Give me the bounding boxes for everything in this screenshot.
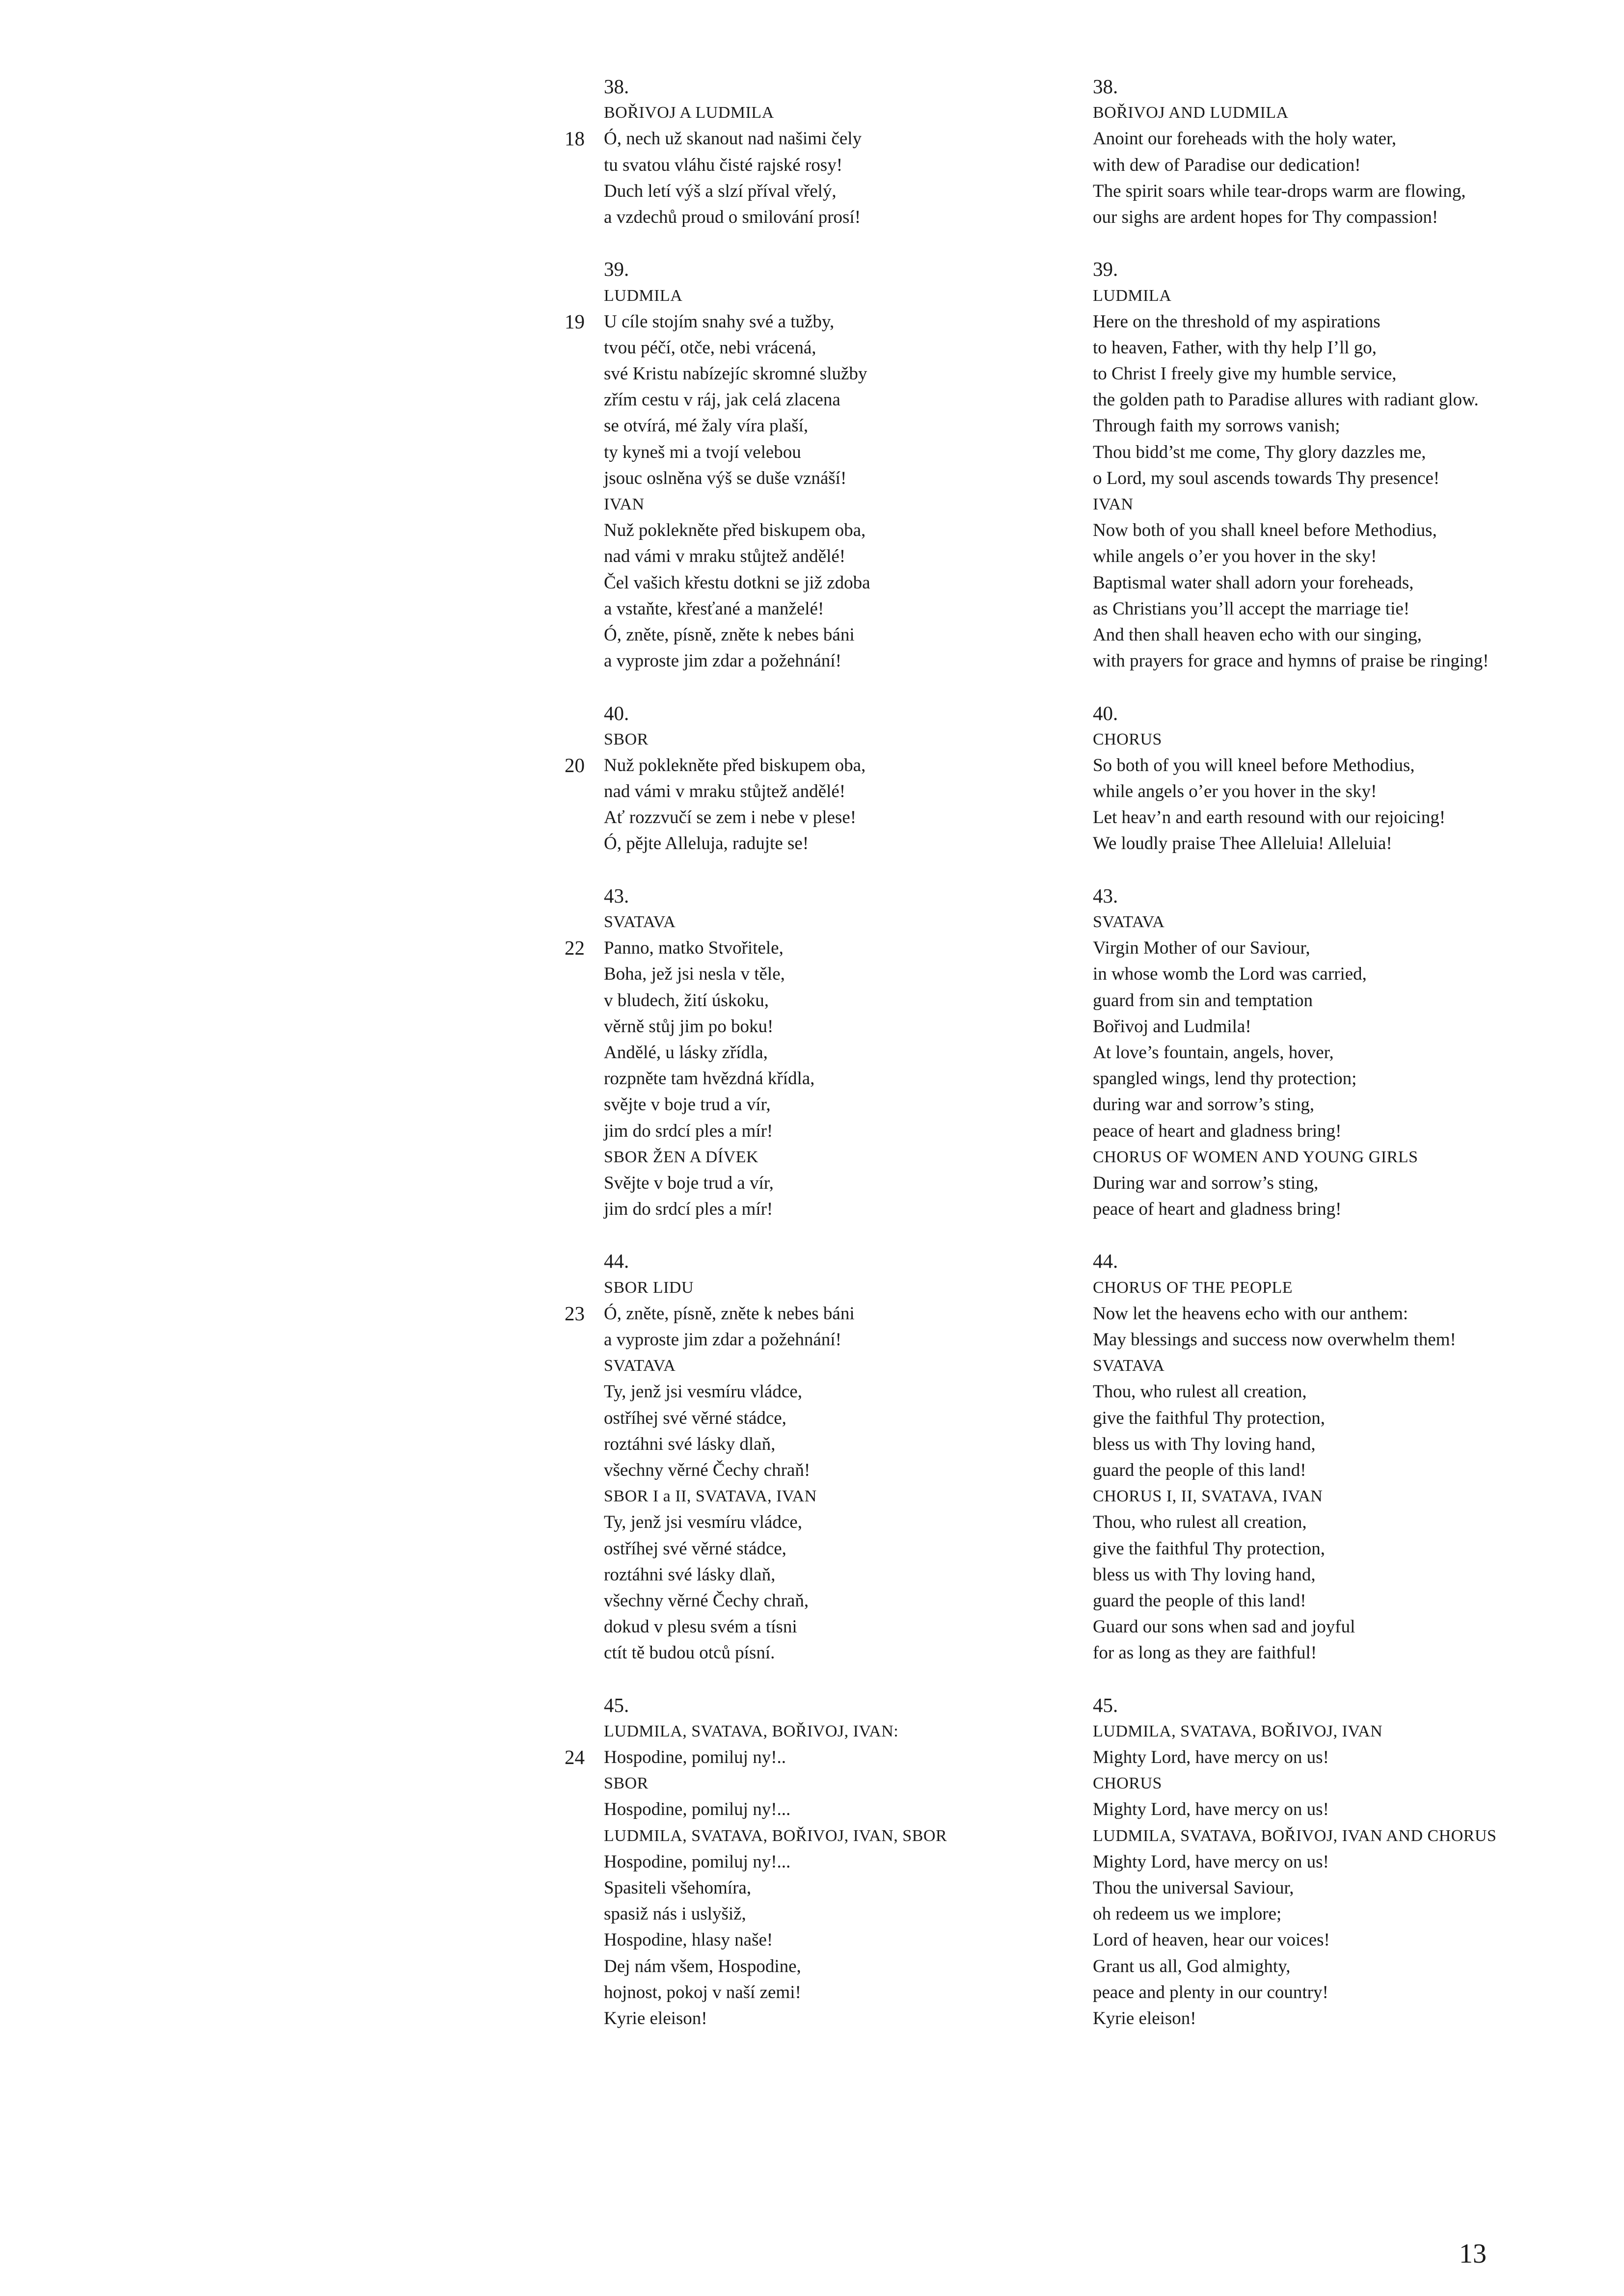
line-text: give the faithful Thy protection,: [1093, 1408, 1325, 1428]
speaker-label: [1093, 1483, 1584, 1509]
line-text: Ať rozzvučí se zem i nebe v plese!: [604, 807, 857, 828]
line-text: Duch letí výš a slzí příval vřelý,: [604, 181, 837, 201]
lyric-line: [1093, 413, 1584, 439]
line-text: 43.: [604, 884, 629, 907]
line-text: guard the people of this land!: [1093, 1590, 1306, 1611]
line-text: Ó, zněte, písně, zněte k nebes báni: [604, 1303, 855, 1324]
line-text: zřím cestu v ráj, jak celá zlacena: [604, 390, 840, 410]
lyric-line: [1093, 1014, 1584, 1040]
lyric-line: [565, 1301, 1095, 1327]
lyric-line: [604, 596, 1095, 622]
line-text: ostříhej své věrné stádce,: [604, 1538, 786, 1559]
speaker-label: [604, 100, 1095, 126]
stanza-spacer: [1093, 674, 1584, 700]
line-text: spangled wings, lend thy protection;: [1093, 1068, 1357, 1089]
lyric-line: [604, 1796, 1095, 1822]
line-text: dokud v plesu svém a tísni: [604, 1617, 797, 1637]
line-text: Boha, jež jsi nesla v těle,: [604, 964, 785, 985]
line-text: v bludech, žití úskoku,: [604, 990, 769, 1011]
lyric-line: [1093, 465, 1584, 491]
lyric-line: [604, 1170, 1095, 1196]
speaker-label: [604, 1275, 1095, 1301]
speaker-label: [604, 491, 1095, 517]
track-number: 24: [565, 1746, 585, 1768]
line-text: We loudly praise Thee Alleluia! Alleluia!: [1093, 833, 1392, 854]
lyric-line: [604, 1979, 1095, 2005]
lyric-line: [604, 1849, 1095, 1875]
line-text: o Lord, my soul ascends towards Thy presence!: [1093, 468, 1440, 488]
lyric-line: [604, 1536, 1095, 1562]
lyric-line: [1093, 439, 1584, 465]
line-text: Now both of you shall kneel before Methodius,: [1093, 520, 1437, 541]
lyric-line: [604, 517, 1095, 543]
lyric-line: [1093, 1040, 1584, 1066]
speaker-label: [1093, 1823, 1584, 1849]
line-text: during war and sorrow’s sting,: [1093, 1095, 1315, 1115]
lyric-line: [604, 335, 1095, 361]
lyric-line: [1093, 1092, 1584, 1118]
lyric-line: [604, 1457, 1095, 1483]
line-text: Andělé, u lásky zřídla,: [604, 1042, 768, 1063]
lyric-line: [1093, 387, 1584, 413]
lyric-line: [1093, 1301, 1584, 1327]
line-text: LUDMILA, SVATAVA, BOŘIVOJ, IVAN AND CHORUS: [1093, 1826, 1497, 1845]
lyric-line: [1093, 596, 1584, 622]
line-text: peace of heart and gladness bring!: [1093, 1121, 1342, 1141]
line-text: At love’s fountain, angels, hover,: [1093, 1042, 1334, 1063]
lyric-line: [604, 1118, 1095, 1144]
lyric-line: [1093, 126, 1584, 152]
line-text: spasiž nás i uslyšiž,: [604, 1904, 746, 1924]
line-text: CHORUS I, II, SVATAVA, IVAN: [1093, 1487, 1323, 1506]
lyric-line: [1093, 2005, 1584, 2031]
line-text: bless us with Thy loving hand,: [1093, 1564, 1316, 1585]
lyric-line: [604, 1196, 1095, 1222]
line-text: Thou, who rulest all creation,: [1093, 1512, 1307, 1533]
line-text: Anoint our foreheads with the holy water,: [1093, 129, 1397, 149]
line-text: Svějte v boje trud a vír,: [604, 1173, 774, 1193]
lyric-line: [604, 465, 1095, 491]
speaker-label: [604, 1353, 1095, 1379]
lyric-line: [1093, 1979, 1584, 2005]
lyric-line: [604, 1014, 1095, 1040]
lyric-line: [604, 1927, 1095, 1953]
line-text: SBOR: [604, 1774, 649, 1793]
english-text-column: [1093, 74, 1584, 2031]
line-text: svějte v boje trud a vír,: [604, 1095, 771, 1115]
lyric-line: [604, 1588, 1095, 1614]
lyric-line: [604, 543, 1095, 569]
track-number: 20: [565, 753, 585, 776]
lyric-line: [1093, 1796, 1584, 1822]
lyric-line: [1093, 1875, 1584, 1901]
lyric-line: [604, 1901, 1095, 1927]
line-text: SVATAVA: [1093, 1357, 1165, 1375]
line-text: nad vámi v mraku stůjtež andělé!: [604, 546, 846, 567]
stanza-spacer: [604, 1222, 1095, 1248]
line-text: And then shall heaven echo with our singing,: [1093, 624, 1422, 645]
line-text: Ó, zněte, písně, zněte k nebes báni: [604, 624, 855, 645]
line-text: hojnost, pokoj v naší zemi!: [604, 1982, 801, 2002]
line-text: Kyrie eleison!: [1093, 2008, 1196, 2029]
line-text: LUDMILA: [1093, 286, 1172, 305]
line-text: tu svatou vláhu čisté rajské rosy!: [604, 155, 843, 175]
lyric-line: [1093, 361, 1584, 387]
line-text: Hospodine, pomiluj ny!..: [604, 1747, 786, 1767]
line-text: 45.: [1093, 1693, 1118, 1716]
section-number: [604, 1692, 1095, 1718]
line-text: CHORUS: [1093, 1774, 1162, 1793]
speaker-label: [1093, 1144, 1584, 1170]
section-number: [604, 256, 1095, 282]
lyric-line: [565, 935, 1095, 961]
lyric-line: [1093, 1588, 1584, 1614]
lyric-line: [604, 1040, 1095, 1066]
line-text: Spasiteli všehomíra,: [604, 1877, 752, 1898]
line-text: Let heav’n and earth resound with our rejoicing!: [1093, 807, 1446, 828]
line-text: IVAN: [1093, 495, 1134, 513]
lyric-line: [604, 1092, 1095, 1118]
lyric-line: [1093, 1744, 1584, 1770]
line-text: SBOR ŽEN A DÍVEK: [604, 1148, 758, 1166]
lyric-line: [1093, 935, 1584, 961]
line-text: Thou the universal Saviour,: [1093, 1877, 1294, 1898]
line-text: všechny věrné Čechy chraň!: [604, 1460, 811, 1480]
line-text: roztáhni své lásky dlaň,: [604, 1564, 776, 1585]
line-text: to heaven, Father, with thy help I’ll go,: [1093, 337, 1377, 358]
section-number: [1093, 256, 1584, 282]
lyric-line: [1093, 1640, 1584, 1666]
speaker-label: [604, 1718, 1095, 1744]
speaker-label: [604, 1483, 1095, 1509]
line-text: with dew of Paradise our dedication!: [1093, 155, 1361, 175]
line-text: 44.: [1093, 1250, 1118, 1273]
lyric-line: [1093, 961, 1584, 987]
line-text: Ty, jenž jsi vesmíru vládce,: [604, 1382, 802, 1402]
line-text: Baptismal water shall adorn your foreheads,: [1093, 572, 1414, 593]
lyric-line: [1093, 1509, 1584, 1535]
line-text: with prayers for grace and hymns of praise be ringing!: [1093, 651, 1489, 671]
lyric-line: [604, 1875, 1095, 1901]
line-text: roztáhni své lásky dlaň,: [604, 1434, 776, 1454]
line-text: rozpněte tam hvězdná křídla,: [604, 1068, 815, 1089]
line-text: Čel vašich křestu dotkni se již zdoba: [604, 572, 870, 593]
line-text: U cíle stojím snahy své a tužby,: [604, 311, 835, 332]
line-text: ctít tě budou otců písní.: [604, 1643, 775, 1663]
stanza-spacer: [1093, 1666, 1584, 1692]
line-text: LUDMILA, SVATAVA, BOŘIVOJ, IVAN:: [604, 1722, 899, 1740]
line-text: 39.: [604, 258, 629, 281]
lyric-line: [604, 570, 1095, 596]
line-text: May blessings and success now overwhelm them!: [1093, 1330, 1456, 1350]
lyric-line: [1093, 752, 1584, 778]
lyric-line: [1093, 1379, 1584, 1405]
lyric-line: [1093, 1405, 1584, 1431]
lyric-line: [1093, 1431, 1584, 1457]
lyric-line: [1093, 804, 1584, 830]
line-text: for as long as they are faithful!: [1093, 1643, 1317, 1663]
line-text: Virgin Mother of our Saviour,: [1093, 938, 1310, 959]
section-number: [1093, 700, 1584, 726]
line-text: 44.: [604, 1250, 629, 1273]
lyric-line: [604, 1614, 1095, 1640]
line-text: jsouc oslněna výš se duše vznáší!: [604, 468, 847, 488]
line-text: své Kristu nabízejíc skromné služby: [604, 364, 867, 384]
lyric-line: [1093, 1901, 1584, 1927]
line-text: Now let the heavens echo with our anthem:: [1093, 1303, 1408, 1324]
line-text: LUDMILA: [604, 286, 683, 305]
line-text: Mighty Lord, have mercy on us!: [1093, 1747, 1329, 1767]
line-text: The spirit soars while tear-drops warm are flowing,: [1093, 181, 1466, 201]
lyric-line: [1093, 1562, 1584, 1588]
lyric-line: [604, 1509, 1095, 1535]
section-number: [604, 1248, 1095, 1274]
line-text: SVATAVA: [1093, 913, 1165, 931]
section-number: [1093, 1248, 1584, 1274]
line-text: guard from sin and temptation: [1093, 990, 1313, 1011]
lyric-line: [604, 648, 1095, 674]
line-text: the golden path to Paradise allures with radiant glow.: [1093, 390, 1479, 410]
line-text: Thou, who rulest all creation,: [1093, 1382, 1307, 1402]
speaker-label: [1093, 909, 1584, 935]
line-text: 40.: [1093, 701, 1118, 724]
lyric-line: [604, 204, 1095, 230]
stanza-spacer: [1093, 857, 1584, 883]
speaker-label: [1093, 726, 1584, 752]
line-text: peace and plenty in our country!: [1093, 1982, 1328, 2002]
lyric-line: [565, 126, 1095, 152]
line-text: CHORUS: [1093, 730, 1162, 748]
line-text: ostříhej své věrné stádce,: [604, 1408, 786, 1428]
lyric-line: [1093, 152, 1584, 178]
line-text: věrně stůj jim po boku!: [604, 1016, 774, 1037]
line-text: ty kyneš mi a tvojí velebou: [604, 442, 801, 462]
section-number: [604, 700, 1095, 726]
line-text: a vyproste jim zdar a požehnání!: [604, 651, 841, 671]
line-text: Hospodine, hlasy naše!: [604, 1930, 773, 1950]
speaker-label: [1093, 1770, 1584, 1796]
lyric-line: [604, 1562, 1095, 1588]
lyric-line: [1093, 1614, 1584, 1640]
line-text: During war and sorrow’s sting,: [1093, 1173, 1319, 1193]
lyric-line: [604, 178, 1095, 204]
speaker-label: [604, 1770, 1095, 1796]
line-text: 38.: [1093, 75, 1118, 98]
line-text: 45.: [604, 1693, 629, 1716]
lyric-line: [1093, 1457, 1584, 1483]
stanza-spacer: [1093, 1222, 1584, 1248]
lyric-line: [1093, 1849, 1584, 1875]
line-text: while angels o’er you hover in the sky!: [1093, 781, 1377, 802]
line-text: CHORUS OF WOMEN AND YOUNG GIRLS: [1093, 1148, 1418, 1166]
line-text: LUDMILA, SVATAVA, BOŘIVOJ, IVAN, SBOR: [604, 1826, 947, 1845]
line-text: guard the people of this land!: [1093, 1460, 1306, 1480]
line-text: všechny věrné Čechy chraň,: [604, 1590, 809, 1611]
line-text: Hospodine, pomiluj ny!...: [604, 1799, 791, 1820]
stanza-spacer: [604, 1666, 1095, 1692]
line-text: a vstaňte, křesťané a manželé!: [604, 598, 824, 619]
line-text: to Christ I freely give my humble service,: [1093, 364, 1397, 384]
stanza-spacer: [604, 857, 1095, 883]
lyric-line: [1093, 830, 1584, 856]
section-number: [604, 883, 1095, 909]
line-text: tvou péčí, otče, nebi vrácená,: [604, 337, 816, 358]
line-text: CHORUS OF THE PEOPLE: [1093, 1278, 1293, 1297]
line-text: give the faithful Thy protection,: [1093, 1538, 1325, 1559]
section-number: [604, 74, 1095, 100]
lyric-line: [1093, 778, 1584, 804]
line-text: 43.: [1093, 884, 1118, 907]
lyric-line: [1093, 1066, 1584, 1092]
line-text: BOŘIVOJ AND LUDMILA: [1093, 104, 1289, 122]
speaker-label: [604, 1144, 1095, 1170]
page-number: 13: [1459, 2239, 1487, 2269]
lyric-line: [604, 778, 1095, 804]
speaker-label: [604, 283, 1095, 309]
lyric-line: [1093, 648, 1584, 674]
line-text: Lord of heaven, hear our voices!: [1093, 1930, 1330, 1950]
line-text: a vzdechů proud o smilování prosí!: [604, 207, 861, 227]
lyric-line: [604, 1431, 1095, 1457]
line-text: 38.: [604, 75, 629, 98]
lyric-line: [604, 361, 1095, 387]
lyric-line: [1093, 1927, 1584, 1953]
lyric-line: [1093, 1170, 1584, 1196]
line-text: Through faith my sorrows vanish;: [1093, 416, 1340, 436]
line-text: Bořivoj and Ludmila!: [1093, 1016, 1251, 1037]
line-text: se otvírá, mé žaly víra plaší,: [604, 416, 809, 436]
line-text: peace of heart and gladness bring!: [1093, 1199, 1342, 1220]
lyric-line: [604, 1066, 1095, 1092]
speaker-label: [1093, 1275, 1584, 1301]
lyric-line: [604, 830, 1095, 856]
line-text: SBOR I a II, SVATAVA, IVAN: [604, 1487, 817, 1506]
line-text: jim do srdcí ples a mír!: [604, 1199, 773, 1220]
lyric-line: [1093, 204, 1584, 230]
line-text: Kyrie eleison!: [604, 2008, 707, 2029]
line-text: Grant us all, God almighty,: [1093, 1956, 1291, 1976]
stanza-spacer: [604, 674, 1095, 700]
line-text: nad vámi v mraku stůjtež andělé!: [604, 781, 846, 802]
line-text: bless us with Thy loving hand,: [1093, 1434, 1316, 1454]
speaker-label: [1093, 1353, 1584, 1379]
lyric-line: [604, 804, 1095, 830]
line-text: SVATAVA: [604, 913, 676, 931]
line-text: LUDMILA, SVATAVA, BOŘIVOJ, IVAN: [1093, 1722, 1383, 1740]
lyric-line: [604, 152, 1095, 178]
line-text: Hospodine, pomiluj ny!...: [604, 1851, 791, 1872]
line-text: SBOR: [604, 730, 649, 748]
lyric-line: [1093, 309, 1584, 335]
line-text: oh redeem us we implore;: [1093, 1904, 1282, 1924]
lyric-line: [604, 387, 1095, 413]
line-text: a vyproste jim zdar a požehnání!: [604, 1330, 841, 1350]
line-text: SVATAVA: [604, 1357, 676, 1375]
lyric-line: [604, 1953, 1095, 1979]
lyric-line: [1093, 1953, 1584, 1979]
line-text: while angels o’er you hover in the sky!: [1093, 546, 1377, 567]
speaker-label: [1093, 100, 1584, 126]
speaker-label: [604, 1823, 1095, 1849]
lyric-line: [604, 413, 1095, 439]
track-number: 19: [565, 310, 585, 333]
line-text: Ó, nech už skanout nad našimi čely: [604, 129, 862, 149]
lyric-line: [604, 622, 1095, 648]
lyric-line: [1093, 622, 1584, 648]
lyric-line: [1093, 1196, 1584, 1222]
speaker-label: [604, 909, 1095, 935]
lyric-line: [604, 1405, 1095, 1431]
lyric-line: [565, 309, 1095, 335]
lyric-line: [1093, 178, 1584, 204]
lyric-line: [1093, 335, 1584, 361]
line-text: Nuž poklekněte před biskupem oba,: [604, 755, 866, 775]
line-text: Ty, jenž jsi vesmíru vládce,: [604, 1512, 802, 1533]
line-text: Guard our sons when sad and joyful: [1093, 1617, 1355, 1637]
lyric-line: [604, 439, 1095, 465]
line-text: in whose womb the Lord was carried,: [1093, 964, 1367, 985]
speaker-label: [1093, 1718, 1584, 1744]
lyric-line: [1093, 988, 1584, 1014]
line-text: Nuž poklekněte před biskupem oba,: [604, 520, 866, 541]
lyric-line: [604, 2005, 1095, 2031]
line-text: Mighty Lord, have mercy on us!: [1093, 1851, 1329, 1872]
lyric-line: [604, 1640, 1095, 1666]
section-number: [1093, 74, 1584, 100]
lyric-line: [1093, 1327, 1584, 1353]
speaker-label: [1093, 283, 1584, 309]
speaker-label: [604, 726, 1095, 752]
lyric-line: [604, 1379, 1095, 1405]
line-text: Thou bidd’st me come, Thy glory dazzles me,: [1093, 442, 1426, 462]
line-text: BOŘIVOJ A LUDMILA: [604, 104, 774, 122]
stanza-spacer: [1093, 230, 1584, 256]
lyric-line: [565, 1744, 1095, 1770]
lyric-line: [1093, 1536, 1584, 1562]
line-text: 40.: [604, 701, 629, 724]
line-text: SBOR LIDU: [604, 1278, 694, 1297]
line-text: 39.: [1093, 258, 1118, 281]
lyric-line: [604, 961, 1095, 987]
line-text: So both of you will kneel before Methodius,: [1093, 755, 1415, 775]
stanza-spacer: [604, 230, 1095, 256]
section-number: [1093, 883, 1584, 909]
line-text: as Christians you’ll accept the marriage tie!: [1093, 598, 1410, 619]
section-number: [1093, 1692, 1584, 1718]
track-number: 22: [565, 936, 585, 960]
lyric-line: [604, 1327, 1095, 1353]
lyric-line: [1093, 543, 1584, 569]
line-text: IVAN: [604, 495, 645, 513]
lyric-line: [565, 752, 1095, 778]
track-number: 23: [565, 1302, 585, 1325]
lyric-line: [604, 988, 1095, 1014]
lyric-line: [1093, 517, 1584, 543]
speaker-label: [1093, 491, 1584, 517]
lyric-line: [1093, 1118, 1584, 1144]
track-number: 18: [565, 127, 585, 150]
line-text: our sighs are ardent hopes for Thy compassion!: [1093, 207, 1438, 227]
line-text: Dej nám všem, Hospodine,: [604, 1956, 801, 1976]
lyric-line: [1093, 570, 1584, 596]
line-text: Here on the threshold of my aspirations: [1093, 311, 1380, 332]
line-text: Ó, pějte Alleluja, radujte se!: [604, 833, 809, 854]
line-text: Mighty Lord, have mercy on us!: [1093, 1799, 1329, 1820]
czech-text-column: [565, 74, 1095, 2031]
line-text: jim do srdcí ples a mír!: [604, 1121, 773, 1141]
line-text: Panno, matko Stvořitele,: [604, 938, 784, 959]
